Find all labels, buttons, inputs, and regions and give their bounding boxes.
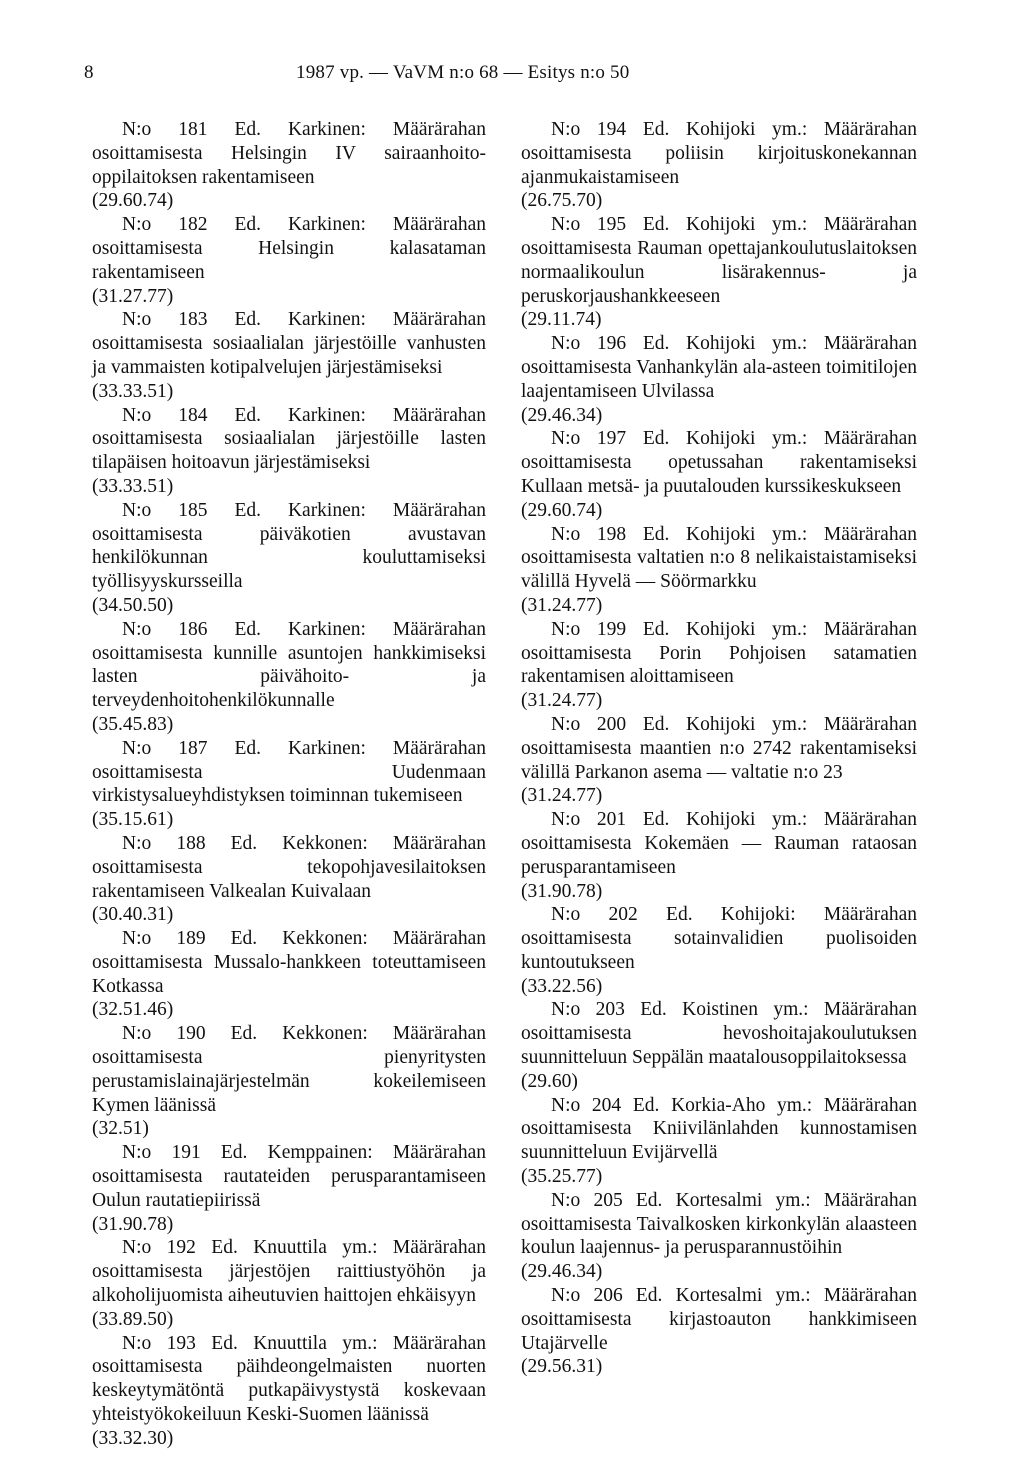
budget-reference: (33.89.50) bbox=[92, 1308, 174, 1330]
budget-reference: (34.50.50) bbox=[92, 594, 174, 616]
entry-205 bbox=[521, 1189, 917, 1284]
entry-182 bbox=[92, 213, 486, 308]
budget-reference: (29.60.74) bbox=[92, 190, 174, 212]
budget-reference: (31.90.78) bbox=[92, 1213, 174, 1235]
entry-196 bbox=[521, 332, 917, 427]
entry-text: N:o 183 Ed. Karkinen: Määrärahan osoittamisesta sosiaalialan järjestöille vanhusten ja vammaisten kotipalvelujen järjestämiseksi bbox=[92, 309, 486, 378]
entry-201 bbox=[521, 808, 917, 903]
budget-reference: (31.27.77) bbox=[92, 285, 174, 307]
page-number: 8 bbox=[84, 62, 94, 83]
budget-reference: (29.46.34) bbox=[521, 404, 603, 426]
entry-text: N:o 185 Ed. Karkinen: Määrärahan osoittamisesta päiväkotien avustavan henkilökunnan kouluttamiseksi työllisyyskursseilla bbox=[92, 499, 486, 593]
left-column bbox=[92, 118, 486, 1451]
budget-reference: (31.24.77) bbox=[521, 690, 603, 712]
entry-190 bbox=[92, 1022, 486, 1141]
entry-206 bbox=[521, 1284, 917, 1379]
budget-reference: (31.90.78) bbox=[521, 880, 603, 902]
entry-188 bbox=[92, 832, 486, 927]
entry-text: N:o 181 Ed. Karkinen: Määrärahan osoittamisesta Helsingin IV sairaanhoito-oppilaitoksen rakentamiseen bbox=[92, 119, 486, 188]
budget-reference: (35.15.61) bbox=[92, 809, 174, 831]
budget-reference: (32.51) bbox=[92, 1118, 149, 1140]
entry-192 bbox=[92, 1236, 486, 1331]
entry-193 bbox=[92, 1332, 486, 1451]
entry-186 bbox=[92, 618, 486, 737]
budget-reference: (33.33.51) bbox=[92, 380, 174, 402]
entry-text: N:o 194 Ed. Kohijoki ym.: Määrärahan osoittamisesta poliisin kirjoituskonekannan ajanmukaistamiseen bbox=[521, 119, 917, 188]
right-column bbox=[521, 118, 917, 1379]
entry-200 bbox=[521, 713, 917, 808]
entry-203 bbox=[521, 998, 917, 1093]
budget-reference: (31.24.77) bbox=[521, 785, 603, 807]
entry-text: N:o 192 Ed. Knuuttila ym.: Määrärahan osoittamisesta järjestöjen raittiustyöhön ja alkoholijuomista aiheutuvien haittojen ehkäisyyn bbox=[92, 1237, 486, 1307]
entry-185 bbox=[92, 499, 486, 618]
budget-reference: (26.75.70) bbox=[521, 190, 603, 212]
entry-text: N:o 197 Ed. Kohijoki ym.: Määrärahan osoittamisesta opetussahan rakentamiseksi Kullaan metsä- ja puutalouden kurssikeskukseen bbox=[521, 428, 917, 497]
budget-reference: (33.22.56) bbox=[521, 975, 603, 997]
budget-reference: (29.60.74) bbox=[521, 499, 603, 521]
entry-text: N:o 203 Ed. Koistinen ym.: Määrärahan osoittamisesta hevoshoitajakoulutuksen suunnitteluun Seppälän maatalousoppilaitoksessa bbox=[521, 999, 917, 1069]
entry-text: N:o 204 Ed. Korkia-Aho ym.: Määrärahan osoittamisesta Kniivilänlahden kunnostamisen suunnitteluun Evijärvellä bbox=[521, 1094, 917, 1164]
entry-183 bbox=[92, 308, 486, 403]
entry-text: N:o 199 Ed. Kohijoki ym.: Määrärahan osoittamisesta Porin Pohjoisen satamatien rakentamisen aloittamiseen bbox=[521, 618, 917, 688]
entry-text: N:o 195 Ed. Kohijoki ym.: Määrärahan osoittamisesta Rauman opettajankoulutuslaitoksen normaalikoulun lisärakennus- ja peruskorjaushankkeeseen bbox=[521, 214, 917, 307]
budget-reference: (35.25.77) bbox=[521, 1166, 603, 1188]
entry-text: N:o 206 Ed. Kortesalmi ym.: Määrärahan osoittamisesta kirjastoauton hankkimiseen Utajärvelle bbox=[521, 1285, 917, 1354]
entry-text: N:o 198 Ed. Kohijoki ym.: Määrärahan osoittamisesta valtatien n:o 8 nelikaistaistamiseksi välillä Hyvelä — Söörmarkku bbox=[521, 523, 917, 593]
budget-reference: (29.46.34) bbox=[521, 1261, 603, 1283]
entry-197 bbox=[521, 427, 917, 522]
entry-198 bbox=[521, 523, 917, 618]
entry-194 bbox=[521, 118, 917, 213]
entry-text: N:o 202 Ed. Kohijoki: Määrärahan osoittamisesta sotainvalidien puolisoiden kuntoutukseen bbox=[521, 904, 917, 973]
entry-187 bbox=[92, 737, 486, 832]
budget-reference: (29.56.31) bbox=[521, 1356, 603, 1378]
entry-191 bbox=[92, 1141, 486, 1236]
entry-181 bbox=[92, 118, 486, 213]
entry-text: N:o 189 Ed. Kekkonen: Määrärahan osoittamisesta Mussalo-hankkeen toteuttamiseen Kotkassa bbox=[92, 928, 486, 997]
entry-text: N:o 184 Ed. Karkinen: Määrärahan osoittamisesta sosiaalialan järjestöille lasten tilapäisen hoitoavun järjestämiseksi bbox=[92, 404, 486, 474]
budget-reference: (29.60) bbox=[521, 1070, 578, 1092]
entry-195 bbox=[521, 213, 917, 332]
entry-184 bbox=[92, 404, 486, 499]
entry-text: N:o 190 Ed. Kekkonen: Määrärahan osoittamisesta pienyritysten perustamislainajärjestelmän kokeilemiseen Kymen läänissä bbox=[92, 1023, 486, 1116]
entry-text: N:o 196 Ed. Kohijoki ym.: Määrärahan osoittamisesta Vanhankylän ala-asteen toimitilojen laajentamiseen Ulvilassa bbox=[521, 333, 917, 402]
entry-text: N:o 200 Ed. Kohijoki ym.: Määrärahan osoittamisesta maantien n:o 2742 rakentamiseksi välillä Parkanon asema — valtatie n:o 23 bbox=[521, 713, 917, 783]
entry-text: N:o 182 Ed. Karkinen: Määrärahan osoittamisesta Helsingin kalasataman rakentamiseen bbox=[92, 214, 486, 283]
entry-text: N:o 201 Ed. Kohijoki ym.: Määrärahan osoittamisesta Kokemäen — Rauman rataosan perusparantamiseen bbox=[521, 809, 917, 878]
entry-text: N:o 193 Ed. Knuuttila ym.: Määrärahan osoittamisesta päihdeongelmaisten nuorten keskeytymätöntä putkapäivystystä koskevaan yhteistyökokeiluun Keski-Suomen läänissä bbox=[92, 1332, 486, 1426]
entry-202 bbox=[521, 903, 917, 998]
budget-reference: (32.51.46) bbox=[92, 999, 174, 1021]
budget-reference: (29.11.74) bbox=[521, 309, 602, 331]
entry-text: N:o 191 Ed. Kemppainen: Määrärahan osoittamisesta rautateiden perusparantamiseen Oulun rautatiepiirissä bbox=[92, 1142, 486, 1211]
entry-204 bbox=[521, 1094, 917, 1189]
entry-199 bbox=[521, 618, 917, 713]
budget-reference: (31.24.77) bbox=[521, 594, 603, 616]
budget-reference: (33.33.51) bbox=[92, 475, 174, 497]
budget-reference: (30.40.31) bbox=[92, 904, 174, 926]
budget-reference: (33.32.30) bbox=[92, 1427, 174, 1449]
entry-text: N:o 186 Ed. Karkinen: Määrärahan osoittamisesta kunnille asuntojen hankkimiseksi lasten päivähoito- ja terveydenhoitohenkilökunnalle bbox=[92, 618, 486, 712]
entry-text: N:o 188 Ed. Kekkonen: Määrärahan osoittamisesta tekopohjavesilaitoksen rakentamiseen Valkealan Kuivalaan bbox=[92, 832, 486, 902]
entry-text: N:o 205 Ed. Kortesalmi ym.: Määrärahan osoittamisesta Taivalkosken kirkonkylän alaasteen koulun laajennus- ja perusparannustöihin bbox=[521, 1189, 917, 1259]
budget-reference: (35.45.83) bbox=[92, 713, 174, 735]
running-head: 1987 vp. — VaVM n:o 68 — Esitys n:o 50 bbox=[296, 62, 630, 83]
page-header bbox=[0, 62, 1024, 92]
entry-189 bbox=[92, 927, 486, 1022]
entry-text: N:o 187 Ed. Karkinen: Määrärahan osoittamisesta Uudenmaan virkistysalueyhdistyksen toiminnan tukemiseen bbox=[92, 737, 486, 807]
